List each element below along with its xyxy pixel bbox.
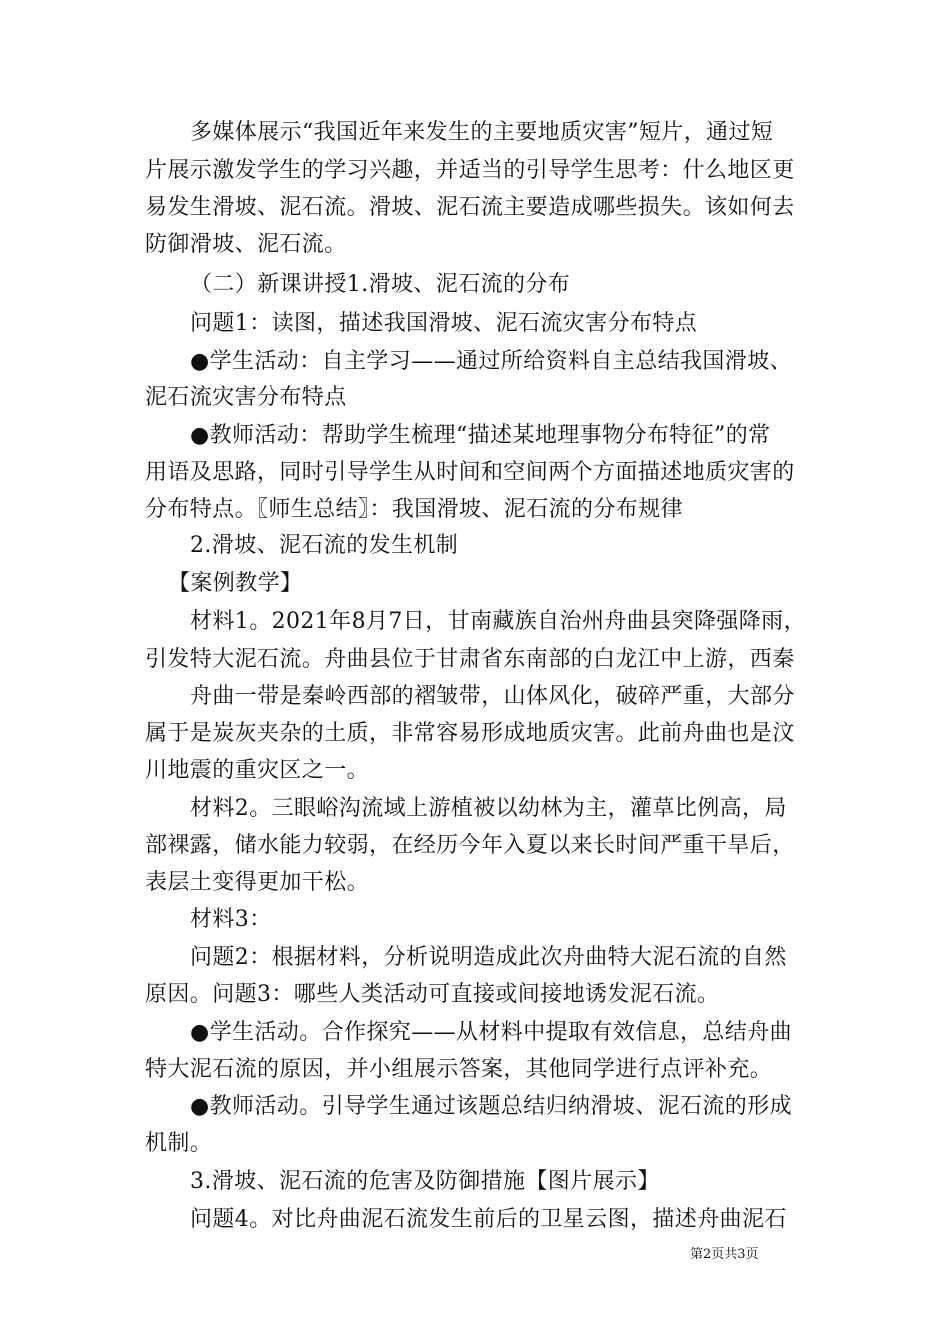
text-line: 属于是炭灰夹杂的土质，非常容易形成地质灾害。此前舟曲也是汶	[145, 721, 795, 746]
text-line: 机制。	[145, 1131, 213, 1156]
page-number-footer: 第2页共3页	[690, 1247, 759, 1262]
text-line: 原因。问题3：哪些人类活动可直接或间接地诱发泥石流。	[145, 982, 720, 1007]
text-line: 防御滑坡、泥石流。	[145, 232, 347, 257]
text-line: 材料1。2021年8月7日，甘南藏族自治州舟曲县突降强降雨，	[190, 609, 806, 634]
text-line: 问题2：根据材料，分析说明造成此次舟曲特大泥石流的自然	[190, 945, 787, 970]
text-line: 部裸露，储水能力较弱，在经历今年入夏以来长时间严重干旱后，	[145, 833, 795, 858]
text-line: 【案例教学】	[168, 571, 303, 596]
text-line: 材料2。三眼峪沟流域上游植被以幼林为主，灌草比例高，局	[190, 796, 787, 821]
text-line: 泥石流灾害分布特点	[145, 385, 347, 410]
text-line: 川地震的重灾区之一。	[145, 758, 370, 783]
text-line: 表层土变得更加干松。	[145, 870, 370, 895]
text-line: 问题4。对比舟曲泥石流发生前后的卫星云图，描述舟曲泥石	[190, 1207, 787, 1232]
section-heading: 2.滑坡、泥石流的发生机制	[190, 533, 459, 558]
text-line: ●教师活动：帮助学生梳理“描述某地理事物分布特征”的常	[190, 423, 771, 448]
text-line: ●教师活动。引导学生通过该题总结归纳滑坡、泥石流的形成	[190, 1094, 792, 1119]
text-line: ●学生活动：自主学习——通过所给资料自主总结我国滑坡、	[190, 349, 792, 374]
section-heading: （二）新课讲授1.滑坡、泥石流的分布	[190, 272, 571, 297]
text-line: 多媒体展示“我国近年来发生的主要地质灾害”短片，通过短	[190, 120, 774, 145]
text-line: 片展示激发学生的学习兴趣，并适当的引导学生思考：什么地区更	[145, 158, 795, 183]
text-line: ●学生活动。合作探究——从材料中提取有效信息，总结舟曲	[190, 1020, 792, 1045]
text-line: 易发生滑坡、泥石流。滑坡、泥石流主要造成哪些损失。该如何去	[145, 195, 795, 220]
text-line: 引发特大泥石流。舟曲县位于甘肃省东南部的白龙江中上游，西秦	[145, 647, 795, 672]
text-line: 特大泥石流的原因，并小组展示答案，其他同学进行点评补充。	[145, 1057, 773, 1082]
text-line: 材料3：	[190, 907, 272, 932]
text-line: 舟曲一带是秦岭西部的褶皱带，山体风化，破碎严重，大部分	[190, 684, 795, 709]
text-line: 问题1：读图，描述我国滑坡、泥石流灾害分布特点	[190, 311, 698, 336]
text-line: 分布特点。〖师生总结〗：我国滑坡、泥石流的分布规律	[145, 497, 684, 522]
text-line: 用语及思路，同时引导学生从时间和空间两个方面描述地质灾害的	[145, 460, 795, 485]
section-heading: 3.滑坡、泥石流的危害及防御措施【图片展示】	[190, 1169, 660, 1194]
